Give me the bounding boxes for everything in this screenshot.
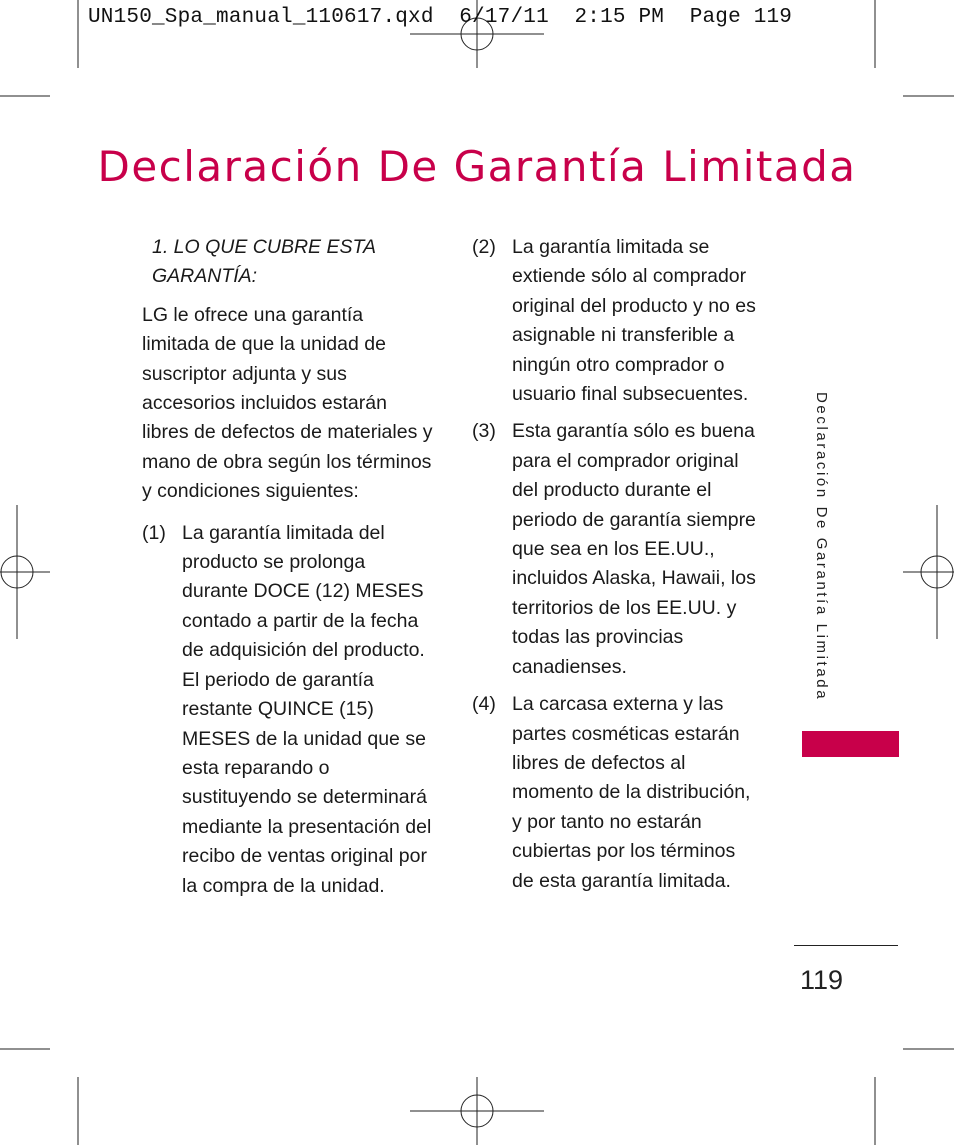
item-text: Esta garantía sólo es buena para el comprador original del producto durante el periodo de garantía siempre que sea en los EE.UU., incluidos Alaska, Hawaii, los territorios de los EE.UU. y todas las provincias canadienses. <box>512 420 756 678</box>
sidebar-chapter-label: Declaración De Garantía Limitada <box>813 392 830 702</box>
list-item <box>472 690 762 896</box>
section-heading: 1. LO QUE CUBRE ESTA GARANTÍA: <box>152 236 376 288</box>
item-number: (3) <box>472 420 496 443</box>
list-item <box>142 519 434 901</box>
item-text: La garantía limitada del producto se prolonga durante DOCE (12) MESES contado a partir de la fecha de adquisición del producto. El periodo de garantía restante QUINCE (15) MESES de la unidad que se esta reparando o sustituyendo se determinará mediante la presentación del recibo de ventas original por la compra de la unidad. <box>182 521 432 897</box>
page-number: 119 <box>800 965 844 995</box>
item-number: (2) <box>472 236 496 258</box>
item-text: La garantía limitada se extiende sólo al comprador original del producto y no es asignable ni transferible a ningún otro comprador o usuario final subsecuentes. <box>512 236 756 406</box>
item-text: La carcasa externa y las partes cosméticas estarán libres de defectos al momento de la distribución, y por tanto no estarán cubiertas por los términos de esta garantía limitada. <box>512 693 751 892</box>
page-title: Declaración De Garantía Limitada <box>97 142 857 191</box>
right-column <box>472 233 762 904</box>
print-slug: UN150_Spa_manual_110617.qxd 6/17/11 2:15 PM Page 119 <box>88 6 793 29</box>
page-number-rule <box>794 945 898 946</box>
item-number: (4) <box>472 693 496 716</box>
item-number: (1) <box>142 521 166 544</box>
chapter-tab <box>802 731 899 757</box>
list-item <box>472 233 762 409</box>
left-column <box>142 233 434 909</box>
list-item <box>472 417 762 682</box>
intro-paragraph: LG le ofrece una garantía limitada de que la unidad de suscriptor adjunta y sus accesorios incluidos estarán libres de defectos de materiales y mano de obra según los términos y condiciones siguientes: <box>142 303 433 503</box>
